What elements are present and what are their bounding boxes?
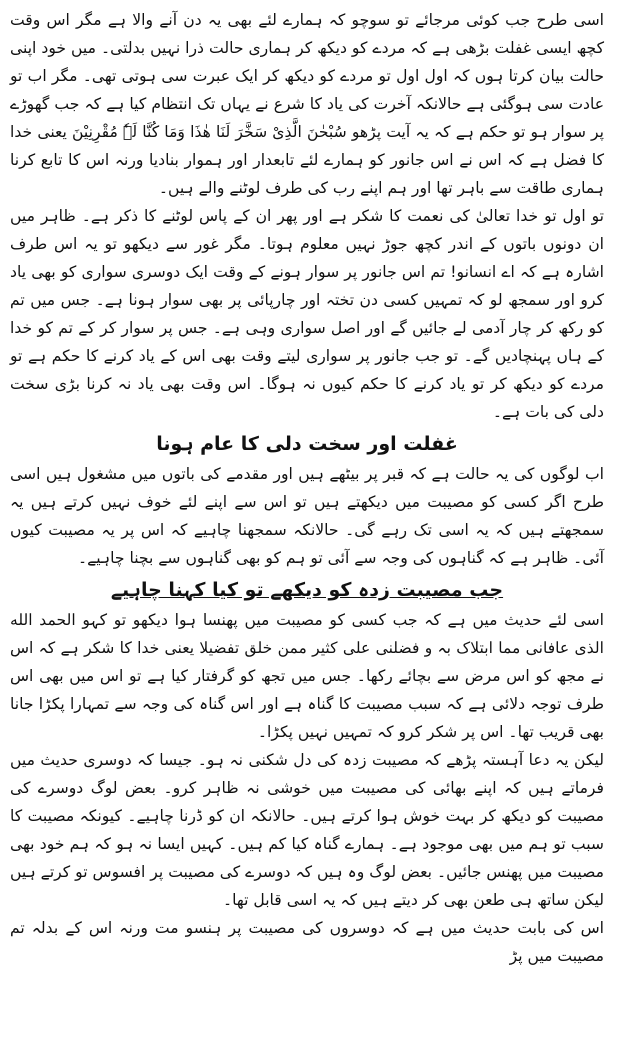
- paragraph: اب لوگوں کی یہ حالت ہے کہ قبر پر بیٹھے ہیں اور مقدمے کی باتوں میں مشغول ہیں اسی طرح اگر کسی کو مصیبت میں دیکھتے ہیں تو اس سے اپنے لئے خوف نہیں کرتے ہیں یہ سمجھتے ہیں کہ یہ اسی تک رہے گی۔ حالانکہ سمجھنا چاہیے کہ اس پر یہ مصیبت کیوں آئی۔ ظاہر ہے کہ گناہوں کی وجہ سے آئی تو ہم کو بھی گناہوں سے بچنا چاہیے۔: [10, 465, 604, 567]
- paragraph: اس کی بابت حدیث میں ہے کہ دوسروں کی مصیبت پر ہنسو مت ورنہ اس کے بدلہ تم مصیبت میں پڑ: [10, 919, 604, 965]
- paragraph: [10, 606, 604, 746]
- arabic-prayer: الحمد الله الذی عافانی مما ابتلاک بہ و فضلنی علی کثیر ممن خلق تفضیلا: [10, 611, 604, 657]
- section-heading: غفلت اور سخت دلی کا عام ہونا: [156, 433, 458, 455]
- section-heading: جب مصیبت زدہ کو دیکھے تو کیا کہنا چاہیے: [110, 579, 504, 601]
- paragraph: تو اول تو خدا تعالیٰ کی نعمت کا شکر ہے اور پھر ان کے پاس لوٹنے کا ذکر ہے۔ ظاہر میں ان دونوں باتوں کے اندر کچھ جوڑ نہیں معلوم ہوتا۔ مگر غور سے دیکھو تو یہ اس طرف اشارہ ہے کہ اے انسانو! تم اس جانور پر سوار ہونے کے وقت ایک دوسری سواری کو بھی یاد کرو اور سمجھ لو کہ تمہیں کسی دن تختہ اور چارپائی پر بھی سوار ہونا ہے۔ جس میں تم کو رکھ کر چار آدمی لے جائیں گے اور اصل سواری وہی ہے۔ جس پر سوار کر کے تم کو خدا کے ہاں پہنچادیں گے۔ تو جب جانور پر سواری لیتے وقت بھی اس کے یاد کرنے کا حکم ہے تو مردے کو دیکھ کر تو یاد کرنے کا حکم کیوں نہ ہوگا۔ اس وقت بھی یاد نہ کرنا بڑی سخت دلی کی بات ہے۔: [10, 207, 604, 421]
- paragraph: اسی طرح جب کوئی مرجائے تو سوچو کہ ہمارے لئے بھی یہ دن آنے والا ہے مگر اس وقت کچھ ایسی غفلت بڑھی ہے کہ مردے کو دیکھ کر ہماری حالت ذرا نہیں بدلتی۔ میں خود اپنی حالت بیان کرتا ہوں کہ اول اول تو مردے کو دیکھ کر ایک عبرت سی ہوتی تھی۔ مگر اب تو عادت سی ہوگئی ہے حالانکہ آخرت کی یاد کا شرع نے یہاں تک انتظام کیا ہے کہ جب گھوڑے پر سوار ہو تو حکم ہے کہ یہ آیت پڑھو سُبْحٰنَ الَّذِیْ سَخَّرَ لَنَا ھٰذَا وَمَا کُنَّا لَہٗ مُقْرِنِیْنَ یعنی خدا کا فضل ہے کہ اس نے اس جانور کو ہمارے لئے تابعدار اور ہموار بنادیا ورنہ اس کا تابع کرنا ہماری طاقت سے باہر تھا اور ہم اپنے رب کی طرف لوٹنے والے ہیں۔: [10, 11, 604, 197]
- paragraph: لیکن یہ دعا آہستہ پڑھے کہ مصیبت زدہ کی دل شکنی نہ ہو۔ جیسا کہ دوسری حدیث میں فرماتے ہیں کہ اپنے بھائی کی مصیبت میں خوشی نہ ظاہر کرو۔ بعض لوگ دوسرے کی مصیبت کو دیکھ کر بہت خوش ہوا کرتے ہیں۔ حالانکہ ان کو ڈرنا چاہیے۔ کیونکہ مصیبت کا سبب تو ہم میں بھی موجود ہے۔ ہمارے گناہ کیا کم ہیں۔ کہیں ایسا نہ ہو کہ ہم خود بھی مصیبت میں پھنس جائیں۔ بعض لوگ وہ ہیں کہ دوسرے کی مصیبت پر افسوس تو کرتے ہیں لیکن ساتھ ہی طعن بھی کر دیتے ہیں کہ یہ اسی قابل تھا۔: [10, 751, 604, 909]
- paragraph-text: اسی لئے حدیث میں ہے کہ جب کسی کو مصیبت میں پھنسا ہوا دیکھو تو کہو: [82, 611, 604, 629]
- paragraph-text: یعنی خدا کا شکر ہے کہ اس نے مجھ کو اس مرض سے بچائے رکھا۔ جس میں تجھ کو گرفتار کیا ہے تو اس میں بھی اس طرف توجہ دلائی ہے کہ سبب مصیبت کا گناہ ہے اور اس گناہ کی وجہ سے تمہارا پکڑا جانا بھی قریب تھا۔ اس پر شکر کرو کہ تمہیں نہیں پکڑا۔: [10, 639, 604, 741]
